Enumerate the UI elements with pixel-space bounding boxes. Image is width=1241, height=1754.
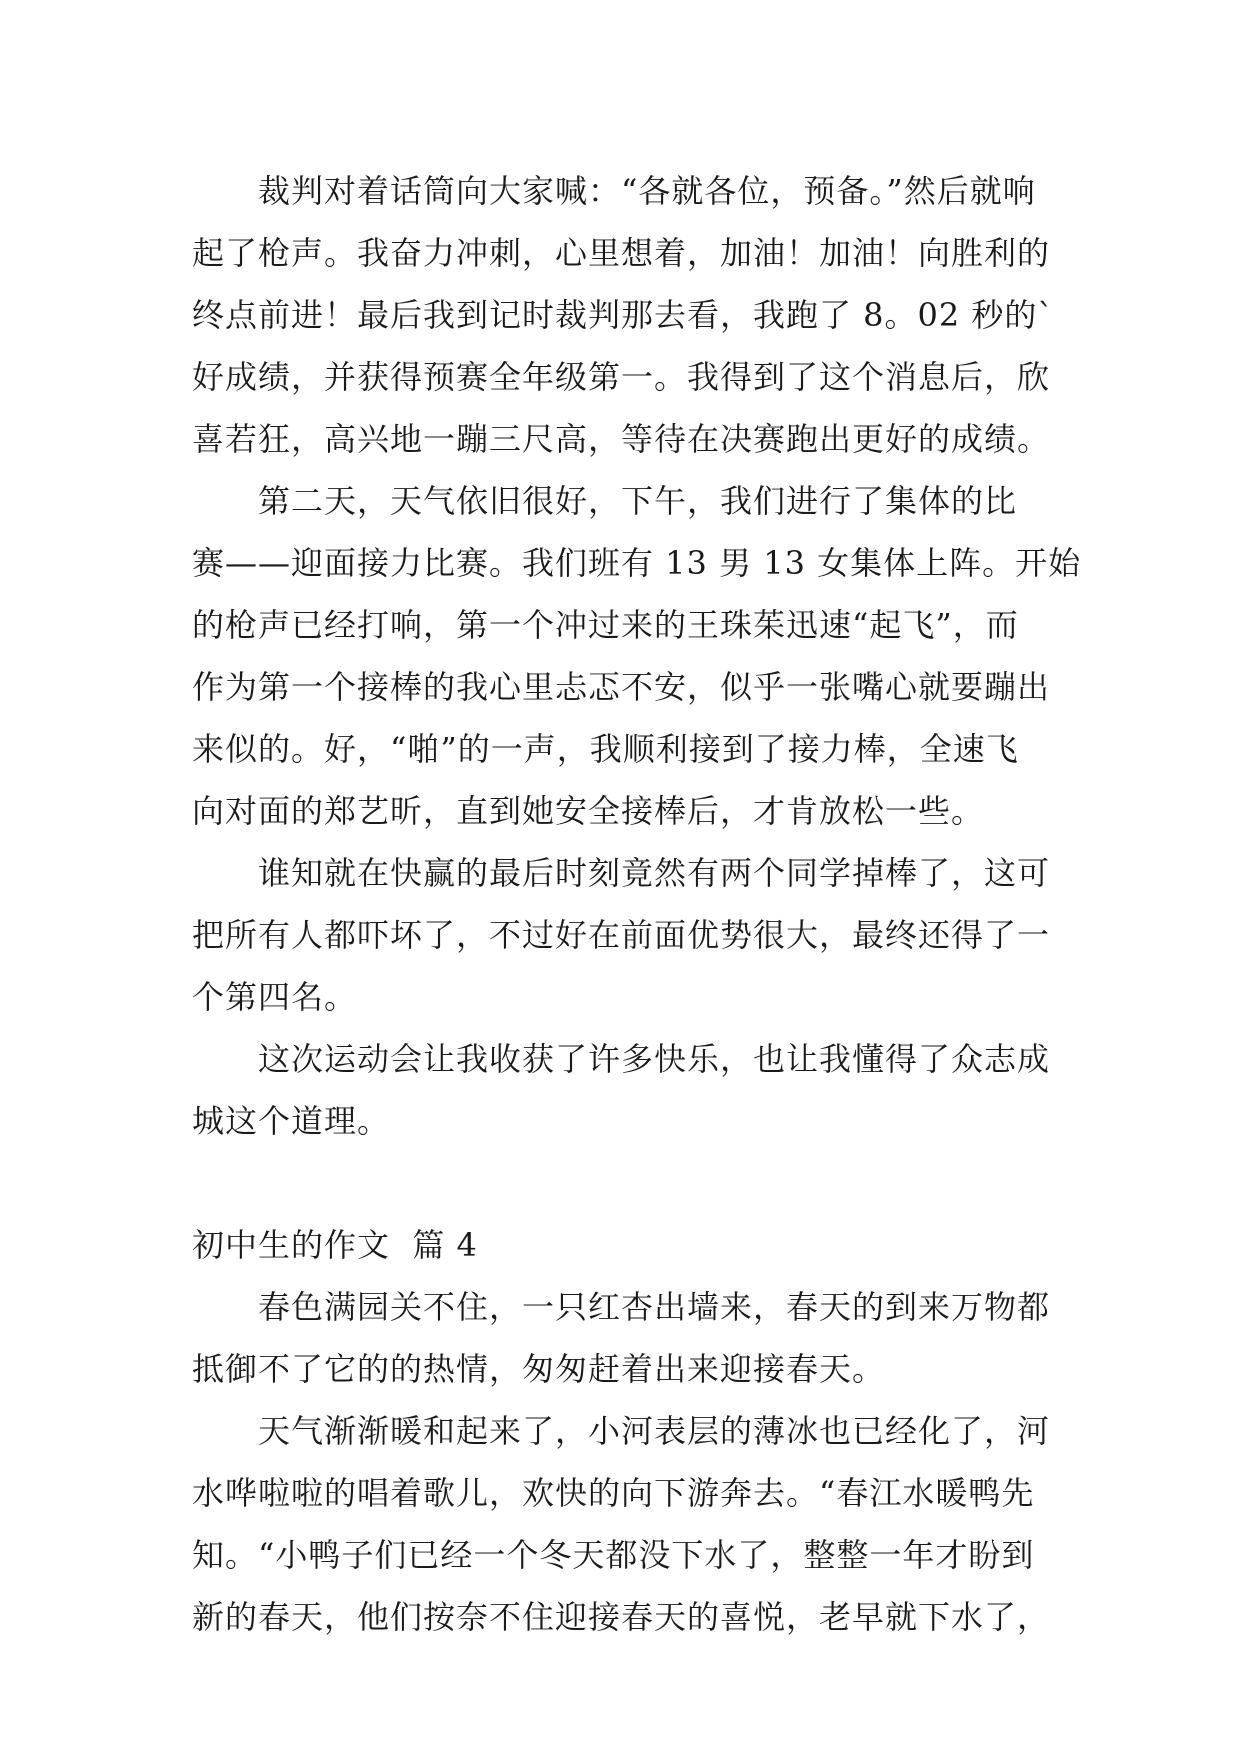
text-line: 起了枪声。我奋力冲刺，心里想着，加油！加油！向胜利的 [192, 234, 1051, 272]
text-line: 城这个道理。 [192, 1102, 391, 1140]
text-line: 水哗啦啦的唱着歌儿，欢快的向下游奔去。“春江水暖鸭先 [192, 1474, 1035, 1512]
text-line: 谁知就在快赢的最后时刻竟然有两个同学掉棒了，这可 [192, 854, 1051, 892]
essay-body [192, 160, 1082, 1648]
text-line: 的枪声已经打响，第一个冲过来的王珠茱迅速“起飞”，而 [192, 606, 1019, 644]
text-line: 把所有人都吓坏了，不过好在前面优势很大，最终还得了一 [192, 916, 1051, 954]
section-heading: 初中生的作文 篇 4 [192, 1226, 478, 1264]
text-line: 个第四名。 [192, 978, 358, 1016]
text-line: 这次运动会让我收获了许多快乐，也让我懂得了众志成 [192, 1040, 1051, 1078]
text-line: 天气渐渐暖和起来了，小河表层的薄冰也已经化了，河 [192, 1412, 1051, 1450]
text-line: 春色满园关不住，一只红杏出墙来，春天的到来万物都 [192, 1288, 1051, 1326]
text-line: 新的春天，他们按奈不住迎接春天的喜悦，老早就下水了， [192, 1598, 1051, 1636]
text-line: 喜若狂，高兴地一蹦三尺高，等待在决赛跑出更好的成绩。 [192, 420, 1051, 458]
text-line: 向对面的郑艺昕，直到她安全接棒后，才肯放松一些。 [192, 792, 985, 830]
text-line: 第二天，天气依旧很好，下午，我们进行了集体的比 [192, 482, 1018, 520]
text-line: 抵御不了它的的热情，匆匆赶着出来迎接春天。 [192, 1350, 886, 1388]
text-line: 赛——迎面接力比赛。我们班有 13 男 13 女集体上阵。开始 [192, 544, 1082, 582]
text-line: 好成绩，并获得预赛全年级第一。我得到了这个消息后，欣 [192, 358, 1051, 396]
text-line: 终点前进！最后我到记时裁判那去看，我跑了 8。02 秒的` [192, 296, 1055, 334]
text-line: 来似的。好，“啪”的一声，我顺利接到了接力棒，全速飞 [192, 730, 1019, 768]
text-line: 作为第一个接棒的我心里忐忑不安，似乎一张嘴心就要蹦出 [192, 668, 1051, 706]
text-line: 知。“小鸭子们已经一个冬天都没下水了，整整一年才盼到 [192, 1536, 1035, 1574]
text-line: 裁判对着话筒向大家喊：“各就各位，预备。”然后就响 [192, 172, 1036, 210]
